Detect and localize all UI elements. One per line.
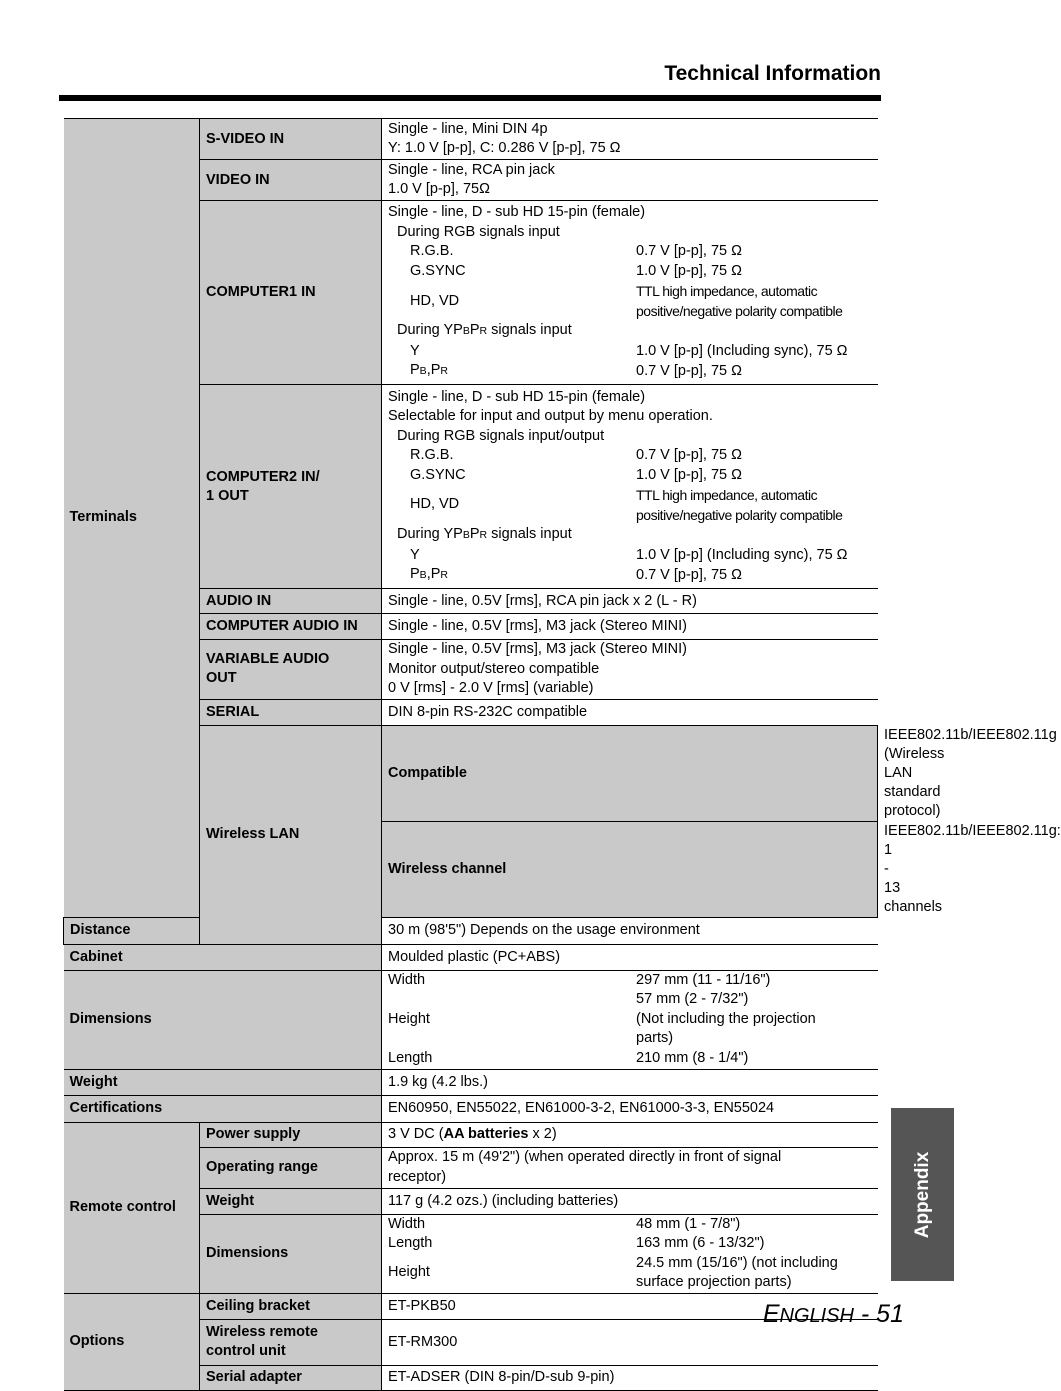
- table-row: [64, 1293, 878, 1319]
- table-row: [64, 119, 878, 160]
- group-wireless-lan: Wireless LAN: [200, 725, 382, 944]
- label-ceiling-bracket: Ceiling bracket: [200, 1293, 382, 1319]
- value-certifications: EN60950, EN55022, EN61000-3-2, EN61000-3-3, EN55024: [382, 1095, 878, 1122]
- value-wireless-remote: ET-RM300: [382, 1319, 878, 1365]
- value-computer-audio-in: Single - line, 0.5V [rms], M3 jack (Stereo MINI): [382, 614, 878, 640]
- value-video-in: Single - line, RCA pin jack 1.0 V [p-p], 75Ω: [382, 160, 878, 201]
- label-compatible: Compatible: [382, 725, 878, 821]
- table-row: Wireless LAN Compatible IEEE802.11b/IEEE802.11g (Wireless LAN standard protocol): [64, 725, 878, 821]
- value-ceiling-bracket: ET-PKB50: [382, 1293, 878, 1319]
- value-remote-weight: 117 g (4.2 ozs.) (including batteries): [382, 1188, 878, 1214]
- label-certifications: Certifications: [64, 1095, 382, 1122]
- table-row: [64, 1095, 878, 1122]
- table-row: [64, 1122, 878, 1147]
- label-variable-audio-out: VARIABLE AUDIO OUT: [200, 640, 382, 700]
- value-dimensions: Width 297 mm (11 - 11/16") 57 mm (2 - 7/32") Height (Not including the projection parts) Length 210 mm (8 - 1/4"): [382, 970, 878, 1069]
- label-wireless-channel: Wireless channel: [382, 821, 878, 917]
- value-operating-range: Approx. 15 m (49'2") (when operated directly in front of signal receptor): [382, 1147, 878, 1188]
- label-remote-weight: Weight: [200, 1188, 382, 1214]
- label-computer1-in: COMPUTER1 IN: [200, 201, 382, 385]
- value-remote-dimensions: Width 48 mm (1 - 7/8") Length 163 mm (6 - 13/32") Height 24.5 mm (15/16") (not including surface projection parts): [382, 1214, 878, 1293]
- label-audio-in: AUDIO IN: [200, 589, 382, 614]
- table-row: Wireless channel IEEE802.11b/IEEE802.11g: 1 - 13 channels: [64, 821, 878, 917]
- table-row: [64, 1069, 878, 1095]
- value-power-supply: 3 V DC (AA batteries x 2): [382, 1122, 878, 1147]
- label-svideo-in: S-VIDEO IN: [200, 119, 382, 160]
- value-weight: 1.9 kg (4.2 lbs.): [382, 1069, 878, 1095]
- group-terminals: Terminals: [64, 119, 200, 918]
- value-distance: 30 m (98'5") Depends on the usage environment: [382, 917, 878, 944]
- table-row: [64, 944, 878, 970]
- label-weight: Weight: [64, 1069, 382, 1095]
- value-cabinet: Moulded plastic (PC+ABS): [382, 944, 878, 970]
- page-number: ENGLISH - 51: [762, 1300, 904, 1328]
- label-computer2-in-out: COMPUTER2 IN/ 1 OUT: [200, 385, 382, 589]
- appendix-tab: [891, 1108, 954, 1281]
- label-distance: Distance: [64, 917, 200, 944]
- page-title: Technical Information: [664, 62, 881, 85]
- label-remote-dimensions: Dimensions: [200, 1214, 382, 1293]
- header-rule: [59, 95, 881, 101]
- label-serial: SERIAL: [200, 699, 382, 725]
- value-computer2-in-out: Single - line, D - sub HD 15-pin (female) Selectable for input and output by menu operation. During RGB signals input/output R.G.B. 0.7 V [p-p], 75 Ω G.SYNC 1.0 V [p-p], 75 Ω HD, VD TTL high impedance, automatic positive/negative polarity compatible During YPBPR signals input Y 1.0 V [p-p] (Including sync), 75 Ω PB,PR 0.7 V [p-p], 75 Ω: [382, 385, 878, 589]
- label-cabinet: Cabinet: [64, 944, 382, 970]
- label-video-in: VIDEO IN: [200, 160, 382, 201]
- label-wireless-remote: Wireless remote control unit: [200, 1319, 382, 1365]
- group-options: Options: [64, 1293, 200, 1390]
- label-serial-adapter: Serial adapter: [200, 1365, 382, 1390]
- group-remote-control: Remote control: [64, 1122, 200, 1293]
- label-power-supply: Power supply: [200, 1122, 382, 1147]
- table-row: [64, 917, 878, 944]
- label-operating-range: Operating range: [200, 1147, 382, 1188]
- value-serial: DIN 8-pin RS-232C compatible: [382, 699, 878, 725]
- label-computer-audio-in: COMPUTER AUDIO IN: [200, 614, 382, 640]
- value-audio-in: Single - line, 0.5V [rms], RCA pin jack x 2 (L - R): [382, 589, 878, 614]
- appendix-tab-label: Appendix: [911, 1151, 933, 1238]
- label-dimensions: Dimensions: [64, 970, 382, 1069]
- value-variable-audio-out: Single - line, 0.5V [rms], M3 jack (Stereo MINI) Monitor output/stereo compatible 0 V [rms] - 2.0 V [rms] (variable): [382, 640, 878, 700]
- value-computer1-in: Single - line, D - sub HD 15-pin (female) During RGB signals input R.G.B. 0.7 V [p-p], 75 Ω G.SYNC 1.0 V [p-p], 75 Ω HD, VD TTL high impedance, automatic positive/negative polarity compatible During YPBPR signals input Y 1.0 V [p-p] (Including sync), 75 Ω PB,PR 0.7 V [p-p], 75 Ω: [382, 201, 878, 385]
- value-serial-adapter: ET-ADSER (DIN 8-pin/D-sub 9-pin): [382, 1365, 878, 1390]
- table-row: [64, 970, 878, 1069]
- value-svideo-in: Single - line, Mini DIN 4p Y: 1.0 V [p-p], C: 0.286 V [p-p], 75 Ω: [382, 119, 878, 160]
